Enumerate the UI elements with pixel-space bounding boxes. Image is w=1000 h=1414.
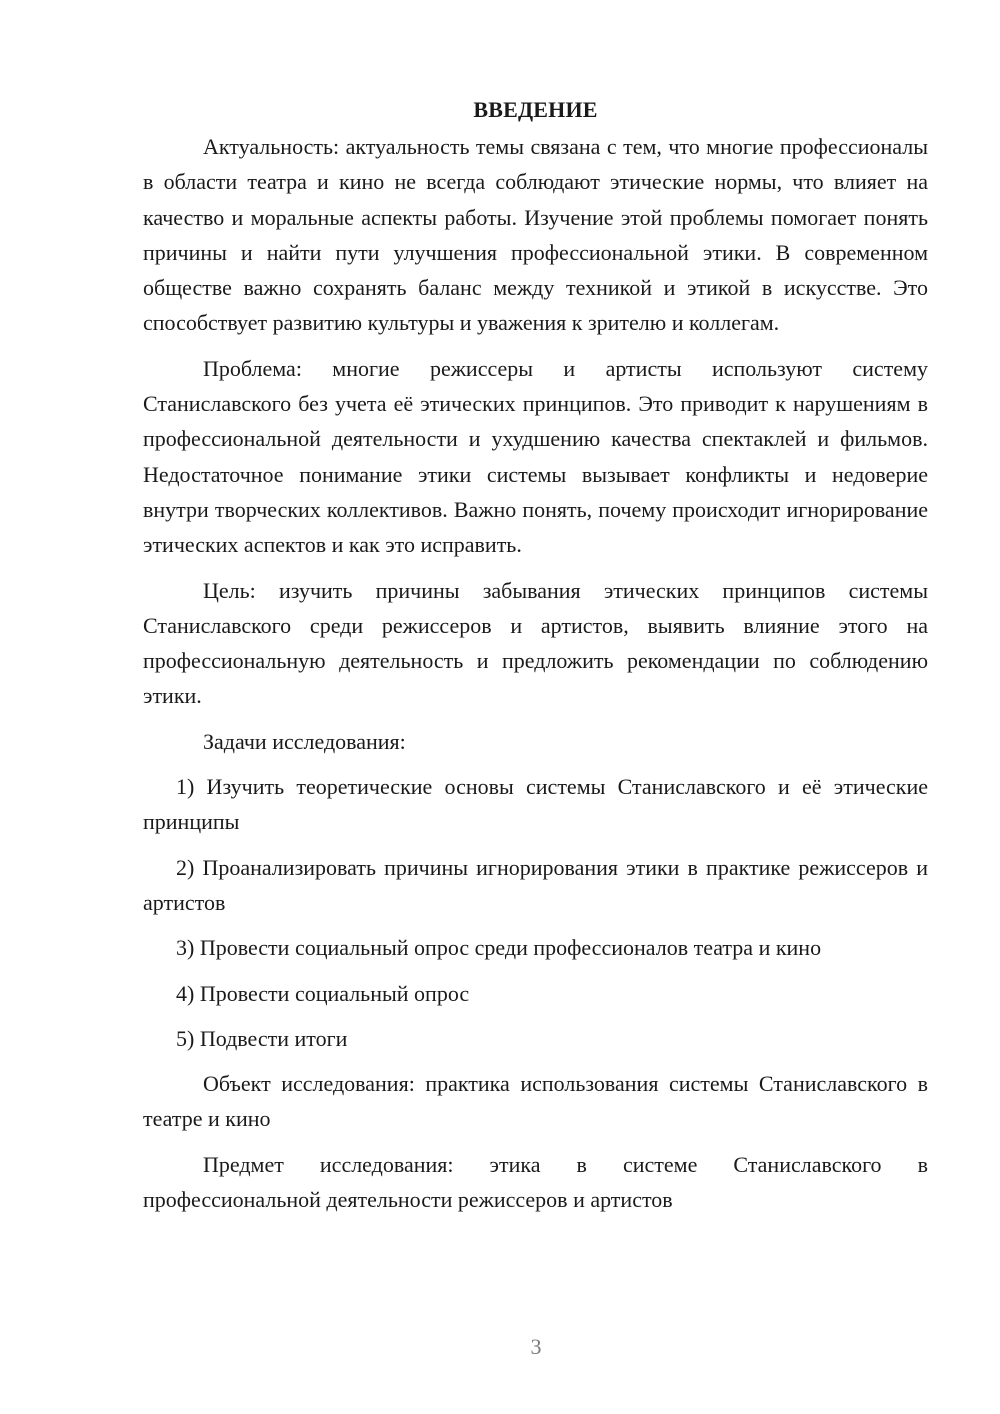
list-item-task-5: 5) Подвести итоги (176, 1025, 348, 1051)
list-item-task-4: 4) Провести социальный опрос (176, 980, 470, 1006)
tasks-list (143, 769, 928, 1056)
paragraph-subject: Предмет исследования: этика в системе Станиславского в профессиональной деятельности режиссеров и артистов (143, 1151, 928, 1213)
document-page (143, 92, 928, 1227)
paragraph-problem: Проблема: многие режиссеры и артисты используют систему Станиславского без учета её этических принципов. Это приводит к нарушениям в профессиональной деятельности и ухудшению качества спектаклей и фильмов. Недостаточное понимание этики системы вызывает конфликты и недоверие внутри творческих коллективов. Важно понять, почему происходит игнорирование этических аспектов и как это исправить. (143, 355, 928, 558)
page-number: 3 (530, 1334, 542, 1359)
list-item-task-2: 2) Проанализировать причины игнорирования этики в практике режиссеров и артистов (143, 854, 928, 915)
tasks-heading: Задачи исследования: (203, 728, 406, 754)
paragraph-goal: Цель: изучить причины забывания этических принципов системы Станиславского среди режиссеров и артистов, выявить влияние этого на профессиональную деятельность и предложить рекомендации по соблюдению этики. (143, 577, 928, 709)
list-item-task-1: 1) Изучить теоретические основы системы Станиславского и её этические принципы (143, 774, 928, 835)
paragraph-relevance: Актуальность: актуальность темы связана с тем, что многие профессионалы в области театра и кино не всегда соблюдают этические нормы, что влияет на качество и моральные аспекты работы. Изучение этой проблемы помогает понять причины и найти пути улучшения профессиональной этики. В современном обществе важно сохранять баланс между техникой и этикой в искусстве. Это способствует развитию культуры и уважения к зрителю и коллегам. (143, 134, 928, 336)
list-item-task-3: 3) Провести социальный опрос среди профессионалов театра и кино (176, 935, 822, 961)
paragraph-object: Объект исследования: практика использования системы Станиславского в театре и кино (143, 1071, 928, 1132)
page-title: ВВЕДЕНИЕ (473, 97, 598, 122)
